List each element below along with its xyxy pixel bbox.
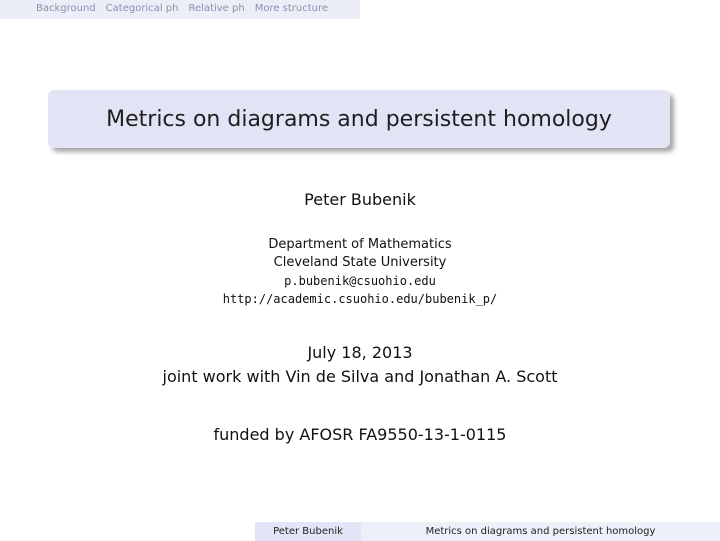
author-name: Peter Bubenik xyxy=(304,190,416,209)
nav-item-more-structure[interactable]: More structure xyxy=(254,3,329,14)
collaborators: joint work with Vin de Silva and Jonathan A. Scott xyxy=(162,367,558,386)
footer-author-text: Peter Bubenik xyxy=(273,526,343,537)
footer-author xyxy=(255,522,361,541)
footer-title xyxy=(361,522,720,541)
email-address: p.bubenik@csuohio.edu xyxy=(284,274,436,288)
footer-left-blank xyxy=(0,522,255,541)
slide-title: Metrics on diagrams and persistent homology xyxy=(106,106,612,132)
nav-item-relative-ph[interactable]: Relative ph xyxy=(188,3,245,14)
nav-item-categorical-ph[interactable]: Categorical ph xyxy=(105,3,179,14)
presentation-date: July 18, 2013 xyxy=(307,343,413,362)
funding-line: funded by AFOSR FA9550-13-1-0115 xyxy=(213,425,507,444)
footer-title-text: Metrics on diagrams and persistent homology xyxy=(425,526,656,537)
nav-item-background[interactable]: Background xyxy=(36,3,96,14)
footer-bar xyxy=(0,522,720,541)
homepage-url: http://academic.csuohio.edu/bubenik_p/ xyxy=(222,292,498,306)
title-box xyxy=(48,90,670,148)
department: Department of Mathematics xyxy=(268,237,452,252)
date-block xyxy=(0,341,720,389)
navigation-items xyxy=(36,3,328,14)
university: Cleveland State University xyxy=(273,255,447,270)
affiliation-block xyxy=(0,236,720,308)
navigation-bar xyxy=(0,0,720,19)
